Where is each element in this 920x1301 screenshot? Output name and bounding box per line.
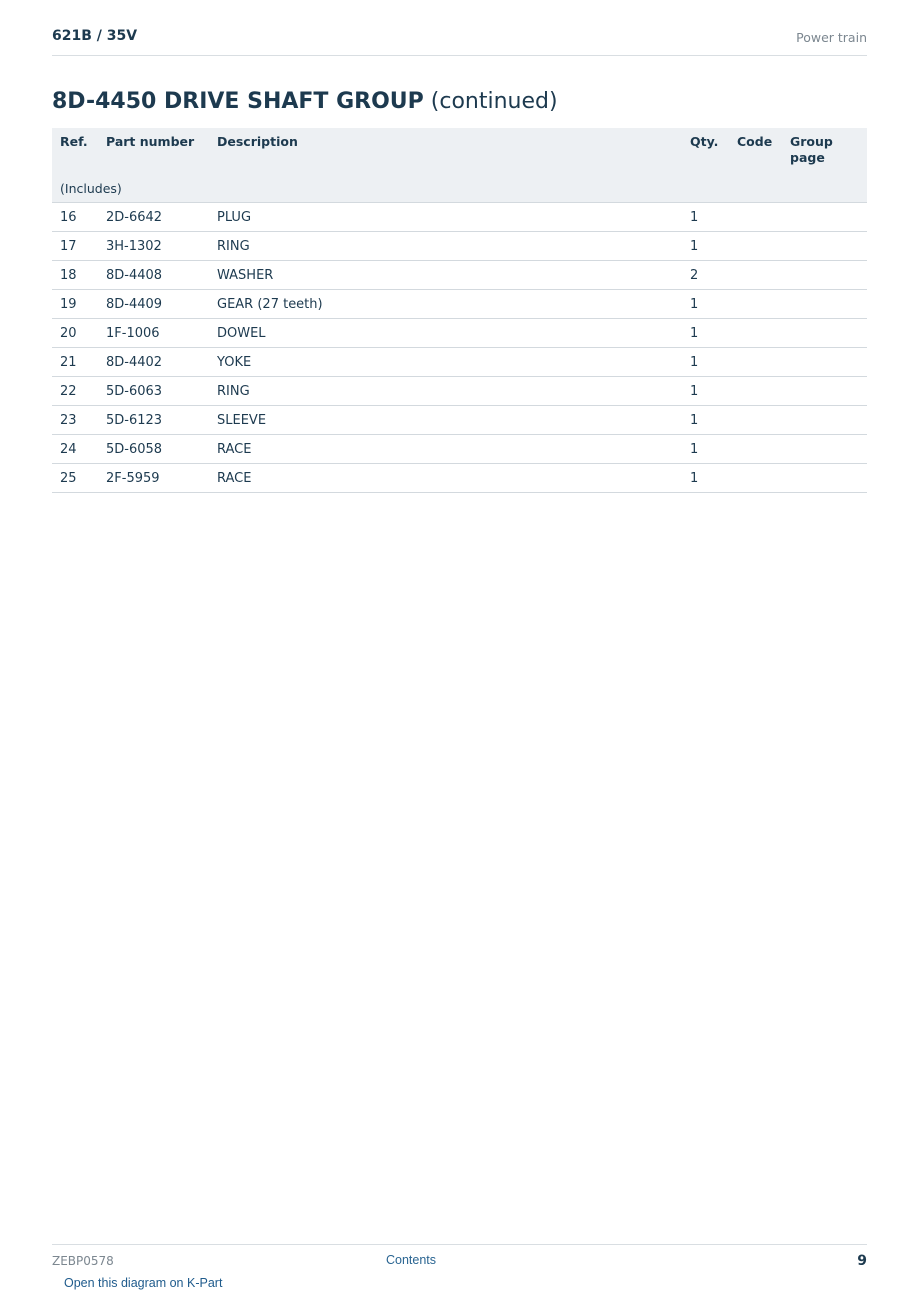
cell-code	[729, 464, 782, 493]
cell-description: RING	[209, 232, 682, 261]
table-row	[52, 435, 867, 464]
cell-part-number: 8D-4408	[98, 261, 209, 290]
table-row	[52, 348, 867, 377]
table-row	[52, 232, 867, 261]
cell-code	[729, 377, 782, 406]
page-header	[52, 28, 867, 56]
table-row	[52, 203, 867, 232]
cell-description: GEAR (27 teeth)	[209, 290, 682, 319]
cell-description: YOKE	[209, 348, 682, 377]
cell-ref: 18	[52, 261, 98, 290]
page-number: 9	[857, 1253, 867, 1269]
cell-description: RACE	[209, 435, 682, 464]
cell-qty: 1	[682, 348, 729, 377]
cell-description: DOWEL	[209, 319, 682, 348]
column-header-description: Description	[209, 128, 682, 172]
cell-part-number: 8D-4409	[98, 290, 209, 319]
table-row	[52, 261, 867, 290]
table-row	[52, 406, 867, 435]
cell-qty: 1	[682, 290, 729, 319]
page-footer	[52, 1244, 867, 1301]
cell-group-page	[782, 348, 867, 377]
cell-code	[729, 232, 782, 261]
machine-model: 621B / 35V	[52, 28, 138, 44]
cell-group-page	[782, 377, 867, 406]
cell-group-page	[782, 435, 867, 464]
cell-qty: 1	[682, 203, 729, 232]
cell-code	[729, 406, 782, 435]
cell-ref: 24	[52, 435, 98, 464]
section-name: Power train	[796, 30, 867, 45]
cell-part-number: 8D-4402	[98, 348, 209, 377]
cell-part-number: 5D-6123	[98, 406, 209, 435]
cell-ref: 17	[52, 232, 98, 261]
cell-part-number: 3H-1302	[98, 232, 209, 261]
table-header-row	[52, 128, 867, 172]
cell-qty: 2	[682, 261, 729, 290]
cell-part-number: 2F-5959	[98, 464, 209, 493]
cell-group-page	[782, 290, 867, 319]
cell-ref: 23	[52, 406, 98, 435]
contents-link[interactable]: Contents	[386, 1253, 437, 1267]
cell-ref: 22	[52, 377, 98, 406]
cell-group-page	[782, 203, 867, 232]
cell-code	[729, 348, 782, 377]
cell-part-number: 1F-1006	[98, 319, 209, 348]
cell-ref: 20	[52, 319, 98, 348]
includes-label: (Includes)	[52, 172, 867, 203]
cell-description: RACE	[209, 464, 682, 493]
cell-part-number: 2D-6642	[98, 203, 209, 232]
open-kpart-link[interactable]: Open this diagram on K-Part	[64, 1276, 223, 1290]
parts-table-body	[52, 203, 867, 493]
document-id: ZEBP0578	[52, 1254, 114, 1268]
table-row	[52, 377, 867, 406]
cell-description: PLUG	[209, 203, 682, 232]
cell-qty: 1	[682, 464, 729, 493]
cell-group-page	[782, 232, 867, 261]
cell-qty: 1	[682, 435, 729, 464]
cell-part-number: 5D-6063	[98, 377, 209, 406]
cell-ref: 25	[52, 464, 98, 493]
cell-group-page	[782, 261, 867, 290]
group-title: 8D-4450 DRIVE SHAFT GROUP	[52, 89, 424, 114]
cell-description: WASHER	[209, 261, 682, 290]
cell-description: RING	[209, 377, 682, 406]
cell-group-page	[782, 464, 867, 493]
cell-ref: 19	[52, 290, 98, 319]
cell-group-page	[782, 406, 867, 435]
table-row	[52, 290, 867, 319]
table-row	[52, 319, 867, 348]
cell-qty: 1	[682, 406, 729, 435]
parts-table	[52, 128, 867, 493]
cell-group-page	[782, 319, 867, 348]
page-title	[52, 89, 558, 114]
cell-code	[729, 290, 782, 319]
column-header-group-page: Group page	[782, 128, 867, 172]
cell-code	[729, 319, 782, 348]
continued-label: (continued)	[423, 89, 558, 114]
cell-part-number: 5D-6058	[98, 435, 209, 464]
column-header-code: Code	[729, 128, 782, 172]
cell-code	[729, 203, 782, 232]
cell-code	[729, 435, 782, 464]
table-row	[52, 464, 867, 493]
column-header-part-number: Part number	[98, 128, 209, 172]
cell-qty: 1	[682, 377, 729, 406]
cell-ref: 21	[52, 348, 98, 377]
column-header-qty: Qty.	[682, 128, 729, 172]
includes-row	[52, 172, 867, 203]
column-header-ref: Ref.	[52, 128, 98, 172]
cell-ref: 16	[52, 203, 98, 232]
cell-qty: 1	[682, 232, 729, 261]
cell-code	[729, 261, 782, 290]
cell-description: SLEEVE	[209, 406, 682, 435]
cell-qty: 1	[682, 319, 729, 348]
